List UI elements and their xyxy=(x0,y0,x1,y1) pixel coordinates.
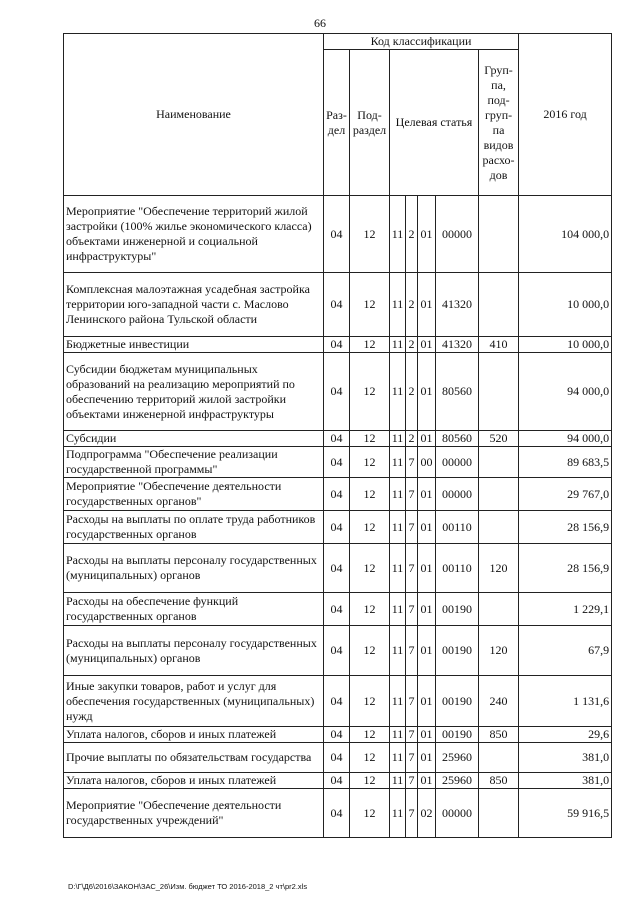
table-row xyxy=(64,544,612,593)
row-target-4: 00000 xyxy=(436,478,479,511)
row-name: Иные закупки товаров, работ и услуг для обеспечения государственных (муниципальных) нужд xyxy=(64,676,324,727)
row-razdel: 04 xyxy=(324,353,350,431)
row-target-2: 2 xyxy=(406,337,418,353)
row-target-4: 00190 xyxy=(436,727,479,743)
row-podrazdel: 12 xyxy=(350,773,390,789)
row-expense-group: 850 xyxy=(479,773,519,789)
row-amount: 381,0 xyxy=(519,743,612,773)
row-target-4: 41320 xyxy=(436,273,479,337)
row-podrazdel: 12 xyxy=(350,447,390,478)
row-target-1: 11 xyxy=(390,773,406,789)
row-razdel: 04 xyxy=(324,544,350,593)
row-target-1: 11 xyxy=(390,511,406,544)
row-podrazdel: 12 xyxy=(350,789,390,838)
row-amount: 1 131,6 xyxy=(519,676,612,727)
row-target-4: 41320 xyxy=(436,337,479,353)
row-amount: 67,9 xyxy=(519,626,612,676)
row-expense-group xyxy=(479,789,519,838)
row-podrazdel: 12 xyxy=(350,626,390,676)
row-target-2: 7 xyxy=(406,593,418,626)
row-podrazdel: 12 xyxy=(350,544,390,593)
row-target-2: 2 xyxy=(406,431,418,447)
row-target-3: 02 xyxy=(418,789,436,838)
table-row xyxy=(64,196,612,273)
row-amount: 10 000,0 xyxy=(519,337,612,353)
row-target-3: 01 xyxy=(418,676,436,727)
table-row xyxy=(64,676,612,727)
row-target-4: 00000 xyxy=(436,447,479,478)
table-row xyxy=(64,626,612,676)
row-expense-group: 120 xyxy=(479,544,519,593)
row-target-1: 11 xyxy=(390,789,406,838)
row-expense-group: 520 xyxy=(479,431,519,447)
row-target-3: 01 xyxy=(418,196,436,273)
row-target-1: 11 xyxy=(390,273,406,337)
row-name: Подпрограмма "Обеспечение реализации государственной программы" xyxy=(64,447,324,478)
row-target-3: 01 xyxy=(418,626,436,676)
file-path-footer: D:\Г\Д6\2016\ЗАКОН\ЗАС_26\Изм. бюджет ТО 2016-2018_2 чт\pr2.xls xyxy=(68,882,308,891)
row-amount: 29,6 xyxy=(519,727,612,743)
row-expense-group xyxy=(479,196,519,273)
row-target-2: 7 xyxy=(406,626,418,676)
row-target-2: 2 xyxy=(406,196,418,273)
row-target-1: 11 xyxy=(390,743,406,773)
row-name: Мероприятие "Обеспечение деятельности государственных органов" xyxy=(64,478,324,511)
row-target-2: 2 xyxy=(406,273,418,337)
row-target-4: 00190 xyxy=(436,626,479,676)
row-razdel: 04 xyxy=(324,196,350,273)
page-number: 66 xyxy=(314,16,326,30)
row-target-3: 01 xyxy=(418,593,436,626)
row-amount: 94 000,0 xyxy=(519,431,612,447)
row-target-1: 11 xyxy=(390,626,406,676)
header-razdel: Раз- дел xyxy=(324,50,350,196)
table-row xyxy=(64,773,612,789)
table-row xyxy=(64,273,612,337)
row-target-4: 25960 xyxy=(436,773,479,789)
row-name: Комплексная малоэтажная усадебная застройка территории юго-западной части с. Маслово Ленинского района Тульской области xyxy=(64,273,324,337)
row-expense-group xyxy=(479,511,519,544)
row-target-3: 01 xyxy=(418,544,436,593)
row-target-2: 7 xyxy=(406,544,418,593)
row-name: Расходы на обеспечение функций государственных органов xyxy=(64,593,324,626)
row-target-4: 00190 xyxy=(436,676,479,727)
row-expense-group xyxy=(479,353,519,431)
row-target-3: 01 xyxy=(418,743,436,773)
row-target-2: 7 xyxy=(406,789,418,838)
row-target-2: 7 xyxy=(406,743,418,773)
row-name: Уплата налогов, сборов и иных платежей xyxy=(64,727,324,743)
row-podrazdel: 12 xyxy=(350,511,390,544)
row-name: Уплата налогов, сборов и иных платежей xyxy=(64,773,324,789)
row-target-2: 7 xyxy=(406,478,418,511)
row-target-2: 7 xyxy=(406,511,418,544)
row-target-4: 80560 xyxy=(436,353,479,431)
row-target-3: 01 xyxy=(418,431,436,447)
row-podrazdel: 12 xyxy=(350,337,390,353)
budget-table xyxy=(63,33,612,838)
table-row xyxy=(64,447,612,478)
row-podrazdel: 12 xyxy=(350,353,390,431)
row-target-1: 11 xyxy=(390,337,406,353)
row-target-1: 11 xyxy=(390,431,406,447)
row-amount: 104 000,0 xyxy=(519,196,612,273)
row-target-3: 01 xyxy=(418,337,436,353)
row-podrazdel: 12 xyxy=(350,676,390,727)
row-target-1: 11 xyxy=(390,478,406,511)
row-razdel: 04 xyxy=(324,626,350,676)
row-name: Бюджетные инвестиции xyxy=(64,337,324,353)
row-razdel: 04 xyxy=(324,743,350,773)
row-razdel: 04 xyxy=(324,431,350,447)
table-row xyxy=(64,478,612,511)
row-target-2: 2 xyxy=(406,353,418,431)
row-amount: 28 156,9 xyxy=(519,544,612,593)
row-razdel: 04 xyxy=(324,727,350,743)
row-target-1: 11 xyxy=(390,593,406,626)
row-target-4: 25960 xyxy=(436,743,479,773)
header-year: 2016 год xyxy=(519,34,612,196)
table-row xyxy=(64,789,612,838)
row-amount: 59 916,5 xyxy=(519,789,612,838)
row-expense-group xyxy=(479,478,519,511)
row-podrazdel: 12 xyxy=(350,743,390,773)
row-target-4: 00000 xyxy=(436,196,479,273)
row-target-4: 80560 xyxy=(436,431,479,447)
row-amount: 10 000,0 xyxy=(519,273,612,337)
row-name: Субсидии бюджетам муниципальных образований на реализацию мероприятий по обеспечению территорий жилой застройки объектами инженерной инфраструктуры xyxy=(64,353,324,431)
row-target-3: 01 xyxy=(418,273,436,337)
row-razdel: 04 xyxy=(324,273,350,337)
row-amount: 28 156,9 xyxy=(519,511,612,544)
row-target-3: 01 xyxy=(418,773,436,789)
row-razdel: 04 xyxy=(324,511,350,544)
row-expense-group: 120 xyxy=(479,626,519,676)
row-podrazdel: 12 xyxy=(350,431,390,447)
row-expense-group xyxy=(479,743,519,773)
row-amount: 381,0 xyxy=(519,773,612,789)
row-podrazdel: 12 xyxy=(350,727,390,743)
row-target-1: 11 xyxy=(390,544,406,593)
row-target-1: 11 xyxy=(390,727,406,743)
row-target-4: 00000 xyxy=(436,789,479,838)
row-target-3: 01 xyxy=(418,727,436,743)
row-razdel: 04 xyxy=(324,337,350,353)
row-razdel: 04 xyxy=(324,478,350,511)
row-target-1: 11 xyxy=(390,353,406,431)
row-target-4: 00190 xyxy=(436,593,479,626)
table-row xyxy=(64,431,612,447)
row-target-3: 01 xyxy=(418,511,436,544)
row-name: Мероприятие "Обеспечение деятельности государственных учреждений" xyxy=(64,789,324,838)
row-amount: 89 683,5 xyxy=(519,447,612,478)
row-name: Прочие выплаты по обязательствам государства xyxy=(64,743,324,773)
row-target-3: 01 xyxy=(418,478,436,511)
row-expense-group: 410 xyxy=(479,337,519,353)
row-name: Расходы на выплаты персоналу государственных (муниципальных) органов xyxy=(64,626,324,676)
row-razdel: 04 xyxy=(324,773,350,789)
table-row xyxy=(64,727,612,743)
row-amount: 1 229,1 xyxy=(519,593,612,626)
row-razdel: 04 xyxy=(324,447,350,478)
row-target-1: 11 xyxy=(390,447,406,478)
row-name: Мероприятие "Обеспечение территорий жилой застройки (100% жилье экономического класса) объектами инженерной и социальной инфраструктуры" xyxy=(64,196,324,273)
row-podrazdel: 12 xyxy=(350,478,390,511)
row-target-4: 00110 xyxy=(436,544,479,593)
row-target-2: 7 xyxy=(406,676,418,727)
row-target-1: 11 xyxy=(390,196,406,273)
row-target-1: 11 xyxy=(390,676,406,727)
header-expense-group: Груп- па, под- груп- па видов расхо- дов xyxy=(479,50,519,196)
row-podrazdel: 12 xyxy=(350,196,390,273)
table-row xyxy=(64,337,612,353)
header-name: Наименование xyxy=(64,34,324,196)
row-expense-group xyxy=(479,447,519,478)
row-podrazdel: 12 xyxy=(350,593,390,626)
row-target-4: 00110 xyxy=(436,511,479,544)
header-target-article: Целевая статья xyxy=(390,50,479,196)
table-row xyxy=(64,743,612,773)
row-target-2: 7 xyxy=(406,727,418,743)
table-row xyxy=(64,593,612,626)
row-target-2: 7 xyxy=(406,773,418,789)
row-name: Расходы на выплаты персоналу государственных (муниципальных) органов xyxy=(64,544,324,593)
table-row xyxy=(64,353,612,431)
row-name: Субсидии xyxy=(64,431,324,447)
row-amount: 94 000,0 xyxy=(519,353,612,431)
row-target-3: 00 xyxy=(418,447,436,478)
header-code-group: Код классификации xyxy=(324,34,519,50)
row-name: Расходы на выплаты по оплате труда работников государственных органов xyxy=(64,511,324,544)
row-expense-group: 850 xyxy=(479,727,519,743)
row-target-3: 01 xyxy=(418,353,436,431)
row-razdel: 04 xyxy=(324,789,350,838)
row-podrazdel: 12 xyxy=(350,273,390,337)
row-amount: 29 767,0 xyxy=(519,478,612,511)
row-razdel: 04 xyxy=(324,593,350,626)
row-razdel: 04 xyxy=(324,676,350,727)
table-row xyxy=(64,511,612,544)
row-target-2: 7 xyxy=(406,447,418,478)
header-podrazdel: Под- раздел xyxy=(350,50,390,196)
row-expense-group: 240 xyxy=(479,676,519,727)
row-expense-group xyxy=(479,273,519,337)
row-expense-group xyxy=(479,593,519,626)
